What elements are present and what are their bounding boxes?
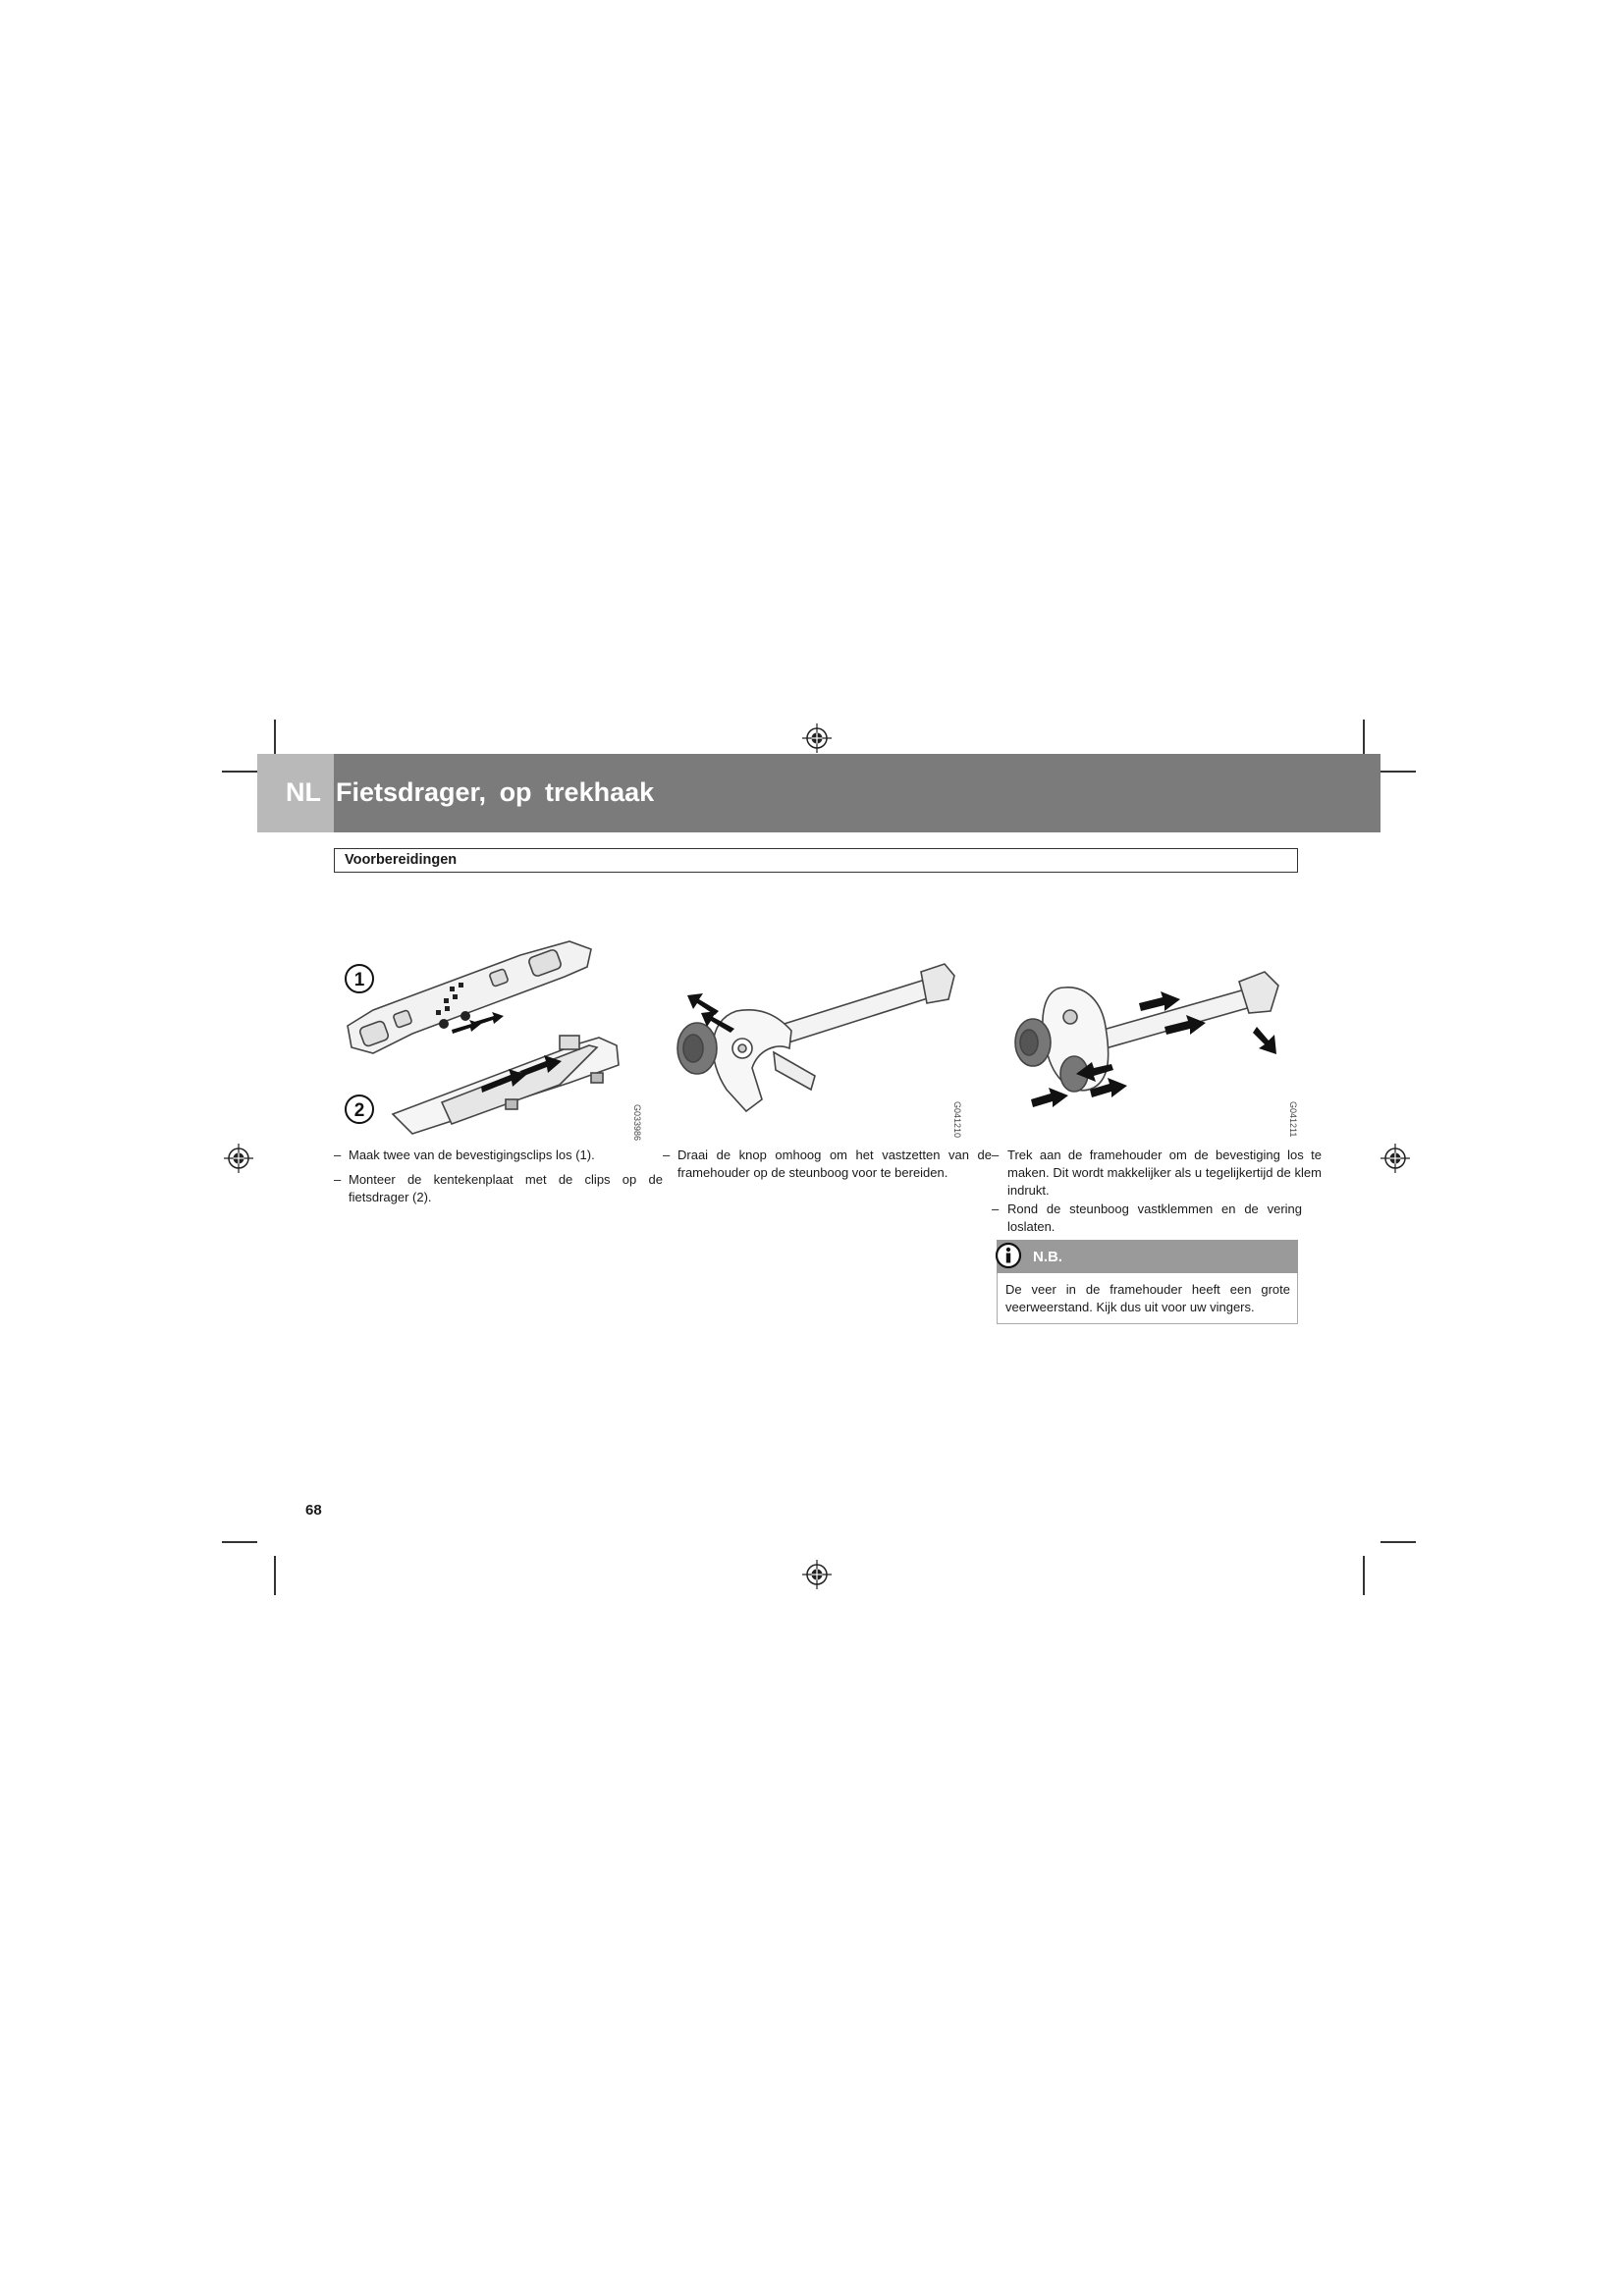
registration-mark-icon: [802, 723, 832, 753]
step-text: Trek aan de framehouder om de bevestiging los te maken. Dit wordt makkelijker als u tegelijkertijd de klem indrukt.: [1007, 1148, 1322, 1198]
registration-mark-icon: [1380, 1144, 1410, 1173]
note-body: De veer in de framehouder heeft een grote veerweerstand. Kijk dus uit voor uw vingers.: [1005, 1282, 1290, 1314]
figure-code: G041210: [952, 1101, 962, 1139]
step-text: Maak twee van de bevestigingsclips los (1).: [349, 1148, 595, 1162]
callout-1: 1: [353, 970, 365, 990]
bullet-dash: –: [663, 1148, 671, 1162]
crop-mark: [1380, 771, 1416, 773]
info-icon: [994, 1241, 1023, 1270]
figure-code: G041211: [1288, 1101, 1298, 1138]
section-heading-box: [334, 848, 1298, 873]
figure-license-plate-clips: [334, 928, 638, 1139]
registration-mark-icon: [802, 1560, 832, 1589]
step-text: Monteer de kentekenplaat met de clips op de fietsdrager (2).: [349, 1172, 663, 1204]
figure-frame-holder-release: [992, 942, 1296, 1129]
step-text: Rond de steunboog vastklemmen en de vering loslaten.: [1007, 1201, 1302, 1234]
figure-frame-holder-knob: [668, 942, 962, 1129]
crop-mark: [222, 771, 257, 773]
callout-2: 2: [353, 1100, 365, 1121]
crop-mark: [1363, 1556, 1365, 1595]
crop-mark: [274, 1556, 276, 1595]
step-text: Draai de knop omhoog om het vastzetten van de framehouder op de steunboog voor te bereiden.: [677, 1148, 992, 1180]
crop-mark: [274, 720, 276, 754]
bullet-dash: –: [992, 1201, 1000, 1216]
bullet-dash: –: [992, 1148, 1000, 1162]
registration-mark-icon: [224, 1144, 253, 1173]
page-title: Fietsdrager, op trekhaak: [336, 777, 655, 807]
figure-code: G033986: [632, 1104, 642, 1142]
language-code: NL: [286, 777, 321, 807]
page-number: 68: [305, 1502, 322, 1519]
note-title: N.B.: [1033, 1249, 1062, 1265]
bullet-dash: –: [334, 1148, 342, 1162]
crop-mark: [1363, 720, 1365, 754]
crop-mark: [1380, 1541, 1416, 1543]
section-title: Voorbereidingen: [345, 852, 458, 868]
bullet-dash: –: [334, 1172, 342, 1187]
crop-mark: [222, 1541, 257, 1543]
